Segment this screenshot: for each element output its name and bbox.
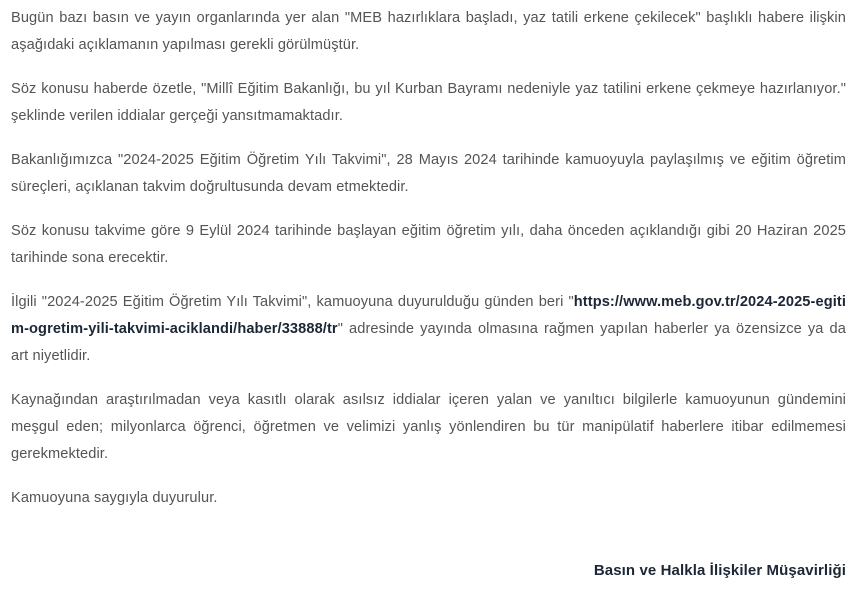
calendar-announcement-url[interactable]: https://www.meb.gov.tr/2024-2025-egitim-ogretim-yili-takvimi-aciklandi/haber/33888/tr [11,294,846,337]
paragraph-claim-denial: Söz konusu haberde özetle, "Millî Eğitim Bakanlığı, bu yıl Kurban Bayramı nedeniyle yaz tatilini erkene çekmeye hazırlanıyor." şeklinde verilen iddialar gerçeği yansıtmamaktadır. [11,81,846,124]
signature-press-office: Basın ve Halkla İlişkiler Müşavirliği [593,562,846,579]
paragraph-with-link [11,289,846,370]
link-paragraph-suffix: " adresinde yayında olmasına rağmen yapılan haberler ya özensizce ya da art niyetlidir. [11,321,846,364]
closing-line: Kamuoyuna saygıyla duyurulur. [11,490,218,506]
link-paragraph-prefix: İlgili "2024-2025 Eğitim Öğretim Yılı Takvimi", kamuoyuna duyurulduğu günden beri " [11,294,574,310]
paragraph-intro: Bugün bazı basın ve yayın organlarında yer alan "MEB hazırlıklara başladı, yaz tatili erkene çekilecek" başlıklı habere ilişkin aşağıdaki açıklamanın yapılması gerekli görülmüştür. [11,10,846,53]
paragraph-calendar-announcement: Bakanlığımızca "2024-2025 Eğitim Öğretim Yılı Takvimi", 28 Mayıs 2024 tarihinde kamuoyuyla paylaşılmış ve eğitim öğretim süreçleri, açıklanan takvim doğrultusunda devam etmektedir. [11,152,846,195]
paragraph-warning: Kaynağından araştırılmadan veya kasıtlı olarak asılsız iddialar içeren yalan ve yanıltıcı bilgilerle kamuoyunun gündemini meşgul eden; milyonlarca öğrenci, öğretmen ve velimizi yanlış yönlendiren bu tür manipülatif haberlere itibar edilmemesi gerekmektedir. [11,392,846,462]
paragraph-school-year-dates: Söz konusu takvime göre 9 Eylül 2024 tarihinde başlayan eğitim öğretim yılı, daha önceden açıklandığı gibi 20 Haziran 2025 tarihinde sona erecektir. [11,223,846,266]
